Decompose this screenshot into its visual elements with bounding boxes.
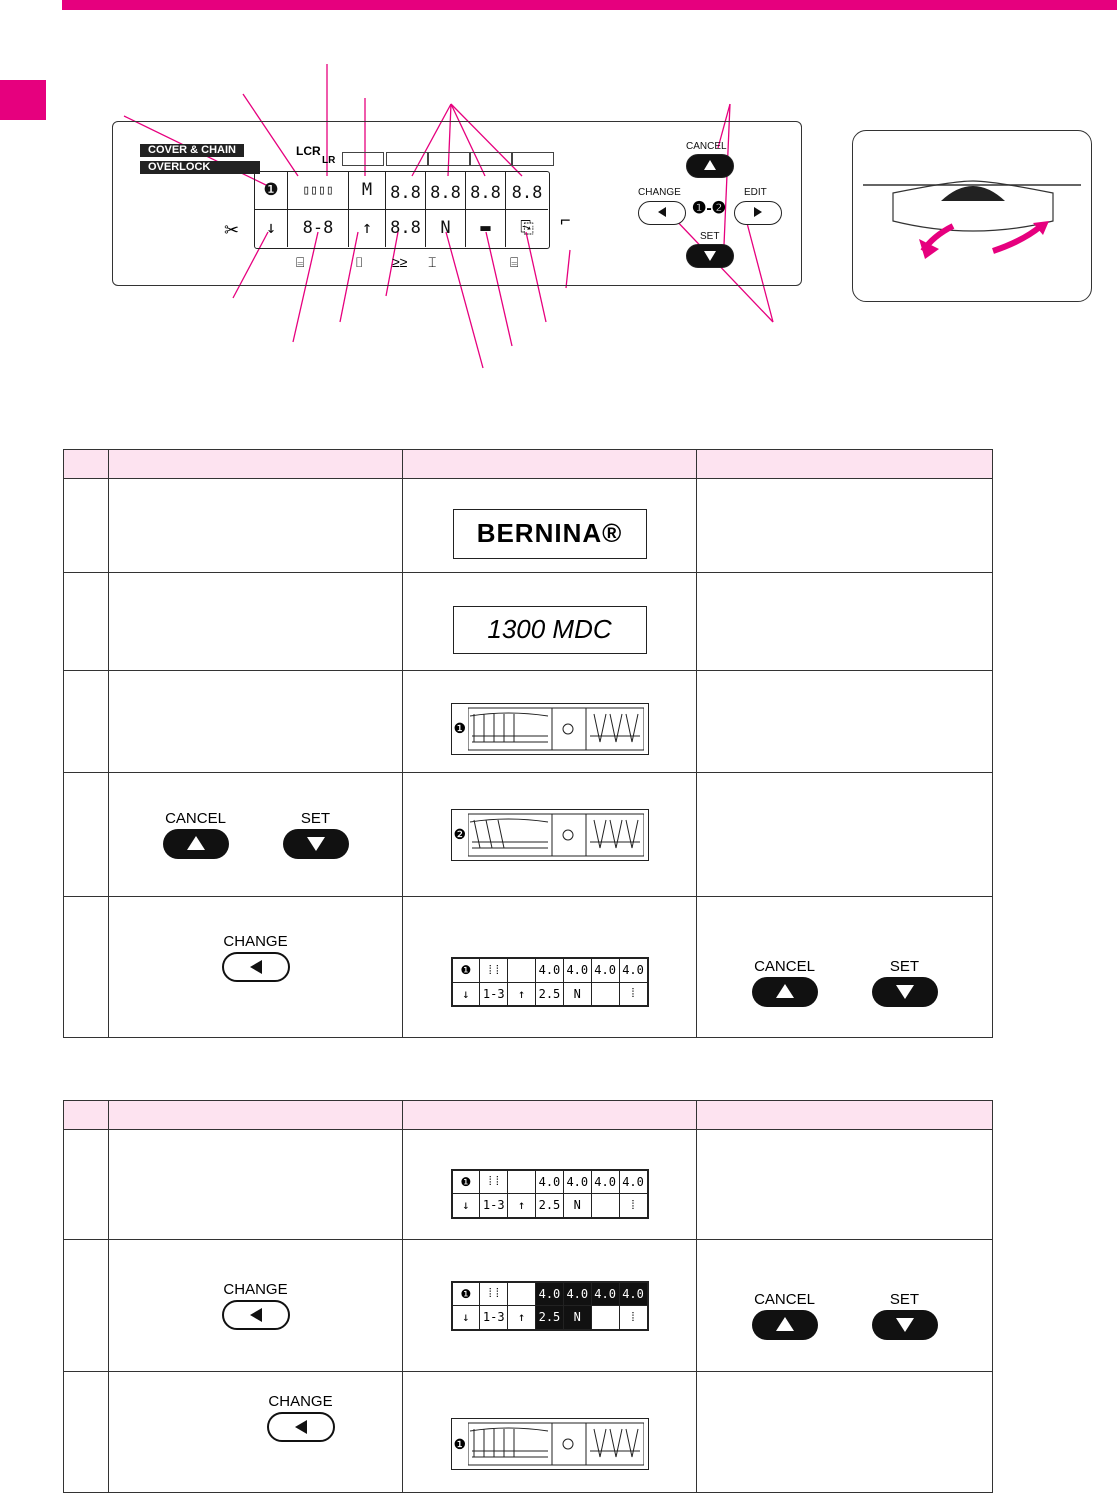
change-group <box>109 1281 402 1330</box>
header-col-4 <box>697 450 993 479</box>
mini-cell: ⁞ <box>619 982 647 1006</box>
mini-cell: 4.0 <box>619 1282 647 1306</box>
needle-plate-icon: ⌸ <box>510 254 519 270</box>
mini-cell: ⁞⁞ <box>480 1170 508 1194</box>
table-row <box>64 1240 993 1372</box>
set-label: SET <box>300 810 331 827</box>
mini-cell: 4.0 <box>591 1282 619 1306</box>
cancel-label: CANCEL <box>754 957 815 975</box>
mini-cell <box>508 959 536 983</box>
edit-label: EDIT <box>744 187 767 198</box>
lcd-program-number: ❶ <box>255 172 288 210</box>
cover-chain-label: COVER & CHAIN <box>140 144 244 157</box>
table-edit-sequence <box>63 1100 993 1493</box>
cancel-button[interactable] <box>752 977 818 1007</box>
table-row <box>64 671 993 773</box>
handwheel-illustration <box>852 130 1092 302</box>
mini-cell: ↓ <box>452 982 480 1006</box>
mode-switch-icon: ❶-❷ <box>692 200 727 217</box>
cancel-label: CANCEL <box>686 141 727 152</box>
mini-cell: 4.0 <box>591 959 619 983</box>
header-col-2 <box>109 1101 403 1130</box>
foot-lift-icon: ⌐ <box>560 210 571 230</box>
foot-pressure-icon: ⌷ <box>355 254 364 270</box>
lcd-needle-position: ▯▯▯▯ <box>288 172 349 210</box>
mini-cell: 2.5 <box>536 1306 564 1330</box>
lcd-plate: ▬ <box>466 210 506 247</box>
mini-cell: N <box>563 1306 591 1330</box>
program-number: ❶ <box>453 720 467 736</box>
header-col-1 <box>64 1101 109 1130</box>
overlock-label: OVERLOCK <box>140 161 260 174</box>
mini-cell: 1-3 <box>480 982 508 1006</box>
lcd-tension-3: 8.8 <box>466 172 506 210</box>
mini-cell: 4.0 <box>591 1170 619 1194</box>
mini-cell: ↑ <box>508 1194 536 1218</box>
set-label: SET <box>889 957 920 975</box>
cancel-set-group <box>697 958 992 1007</box>
mini-cell: ⁞ <box>619 1306 647 1330</box>
mini-cell: 4.0 <box>536 1282 564 1306</box>
change-group <box>109 933 402 982</box>
change-label: CHANGE <box>638 187 681 198</box>
mini-cell: ⁞⁞ <box>480 959 508 983</box>
lcd-differential: N <box>426 210 466 247</box>
table-row <box>64 897 993 1038</box>
mini-cell: 4.0 <box>536 959 564 983</box>
change-button[interactable] <box>222 952 290 982</box>
program-number: ❶ <box>453 1435 467 1452</box>
stitch-screen-1 <box>451 703 649 755</box>
mini-cell <box>591 1306 619 1330</box>
main-lcd-display <box>254 171 550 249</box>
header-col-4 <box>697 1101 993 1130</box>
table-row <box>64 479 993 573</box>
set-button[interactable] <box>872 1310 938 1340</box>
model-screen: 1300 MDC <box>453 606 647 654</box>
mini-cell: N <box>563 982 591 1006</box>
led-2 <box>386 152 428 166</box>
table-row <box>64 1372 993 1493</box>
led-3 <box>428 152 470 166</box>
cancel-set-group <box>697 1291 992 1340</box>
lcd-tension-1: 8.8 <box>386 172 426 210</box>
lr-label: LR <box>322 155 336 166</box>
lcd-memory: M <box>349 172 386 210</box>
stitch-diagram <box>468 812 644 858</box>
mini-cell: ↓ <box>452 1194 480 1218</box>
lcd-cutting-width: 8-8 <box>288 210 349 247</box>
lcr-label: LCR <box>296 144 321 158</box>
mini-cell: ⁞⁞ <box>480 1282 508 1306</box>
handwheel-drawing <box>853 131 1091 301</box>
cancel-button[interactable] <box>686 154 734 178</box>
change-label: CHANGE <box>223 932 288 950</box>
table-start-sequence <box>63 449 993 1038</box>
header-col-2 <box>109 450 403 479</box>
mini-cell: N <box>563 1194 591 1218</box>
change-button[interactable] <box>267 1412 335 1442</box>
mini-cell: ↑ <box>508 1306 536 1330</box>
mini-cell: ↑ <box>508 982 536 1006</box>
mini-cell: ❶ <box>452 1170 480 1194</box>
stitch-length-icon: ≥≥ <box>392 254 408 270</box>
mini-cell <box>508 1170 536 1194</box>
cancel-label: CANCEL <box>754 1291 815 1308</box>
mini-cell: 4.0 <box>536 1170 564 1194</box>
lcd-presser-foot: ↑ <box>349 210 386 247</box>
differential-icon: ⌶ <box>428 254 437 270</box>
mini-cell: 1-3 <box>480 1194 508 1218</box>
mini-cell: 4.0 <box>619 1170 647 1194</box>
mini-lcd-display <box>451 1169 649 1219</box>
table-row <box>64 1130 993 1240</box>
mini-cell: 2.5 <box>536 982 564 1006</box>
edit-button[interactable] <box>734 201 782 225</box>
program-number: ❷ <box>453 826 467 842</box>
led-5 <box>512 152 554 166</box>
mini-cell <box>591 1194 619 1218</box>
mini-lcd-display <box>451 957 649 1007</box>
set-button[interactable] <box>686 244 734 268</box>
cancel-set-group <box>109 810 402 859</box>
mini-cell: ⁞ <box>619 1194 647 1218</box>
lcd-needle-down: ↓ <box>255 210 288 247</box>
set-button[interactable] <box>872 977 938 1007</box>
set-label: SET <box>889 1291 920 1308</box>
stitch-screen-1 <box>451 1418 649 1470</box>
thread-cutter-icon: ✂ <box>224 220 240 240</box>
stitch-screen-2 <box>451 809 649 861</box>
set-label: SET <box>700 231 720 242</box>
lcd-tension-2: 8.8 <box>426 172 466 210</box>
knife-icon: ⌸ <box>296 254 305 270</box>
table-row <box>64 573 993 671</box>
mini-cell <box>508 1282 536 1306</box>
mini-cell: 1-3 <box>480 1306 508 1330</box>
mini-cell: 4.0 <box>619 959 647 983</box>
cancel-button[interactable] <box>752 1310 818 1340</box>
cancel-button[interactable] <box>163 829 229 859</box>
lcd-foot-icon: ⎘ <box>520 218 534 238</box>
mini-cell: 2.5 <box>536 1194 564 1218</box>
change-button[interactable] <box>222 1300 290 1330</box>
header-col-3 <box>403 1101 697 1130</box>
led-1 <box>342 152 384 166</box>
mini-cell: ↓ <box>452 1306 480 1330</box>
table-row <box>64 773 993 897</box>
change-label: CHANGE <box>223 1281 288 1298</box>
brand-screen: BERNINA® <box>453 509 647 559</box>
cancel-label: CANCEL <box>165 810 226 827</box>
mini-lcd-display-highlighted <box>451 1281 649 1331</box>
mini-cell: 4.0 <box>563 1170 591 1194</box>
mini-cell: ❶ <box>452 959 480 983</box>
led-4 <box>470 152 512 166</box>
lcd-tension-4: 8.8 <box>506 172 548 210</box>
stitch-diagram <box>468 706 644 752</box>
mini-cell: 4.0 <box>563 959 591 983</box>
mini-cell: ❶ <box>452 1282 480 1306</box>
header-col-1 <box>64 450 109 479</box>
change-button[interactable] <box>638 201 686 225</box>
mini-cell <box>591 982 619 1006</box>
change-label: CHANGE <box>268 1392 333 1410</box>
lcd-stitch-length: 8.8 <box>386 210 426 247</box>
header-col-3 <box>403 450 697 479</box>
stitch-diagram <box>468 1421 644 1467</box>
mini-cell: 4.0 <box>563 1282 591 1306</box>
set-button[interactable] <box>283 829 349 859</box>
change-group <box>199 1393 402 1442</box>
